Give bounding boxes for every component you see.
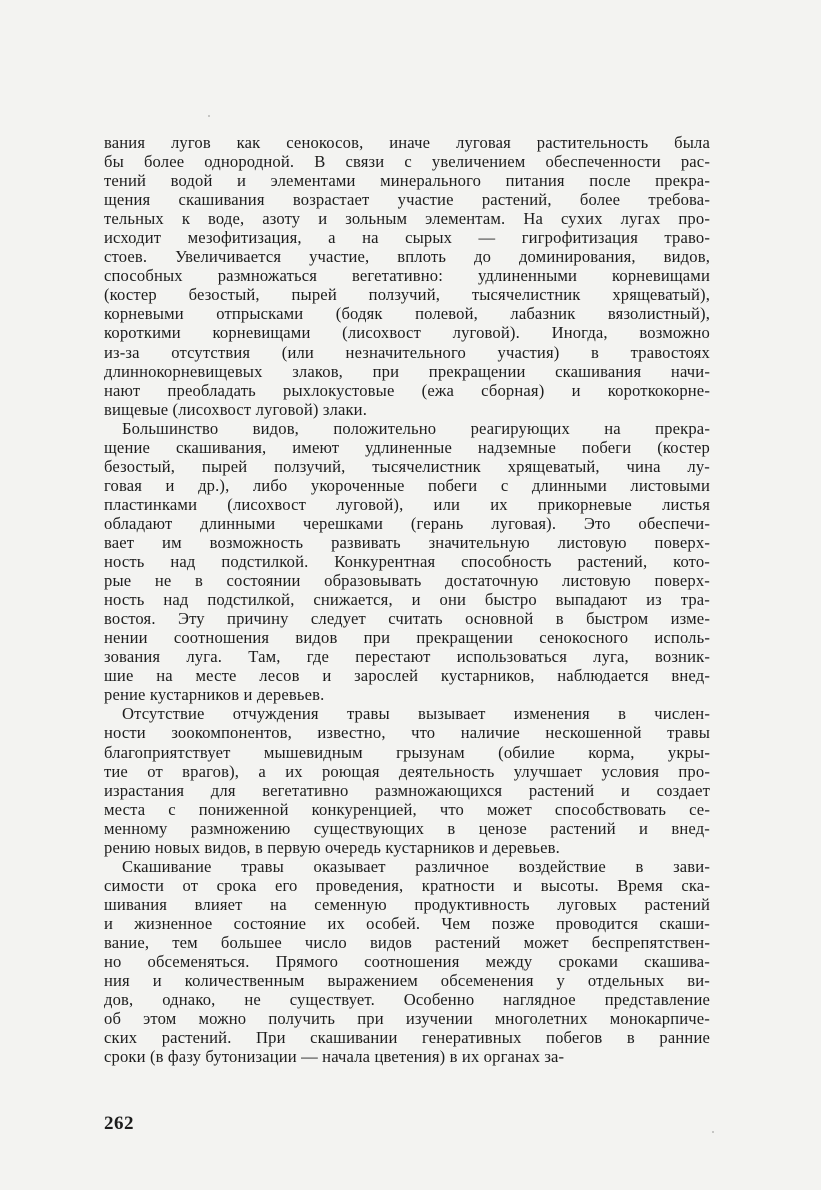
text-line: говая и др.), либо укороченные побеги с длинными листовыми [104, 475, 710, 495]
text-line: нении соотношения видов при прекращении сенокосного исполь- [104, 628, 710, 648]
text-line: менному размножению существующих в ценозе растений и внед- [104, 818, 710, 838]
text-line: Скашивание травы оказывает различное воздействие в зави- [122, 856, 710, 876]
text-line: способных размножаться вегетативно: удлиненными корневищами [104, 266, 710, 286]
text-line: зования луга. Там, где перестают использоваться луга, возник- [104, 647, 710, 667]
text-line: ность над подстилкой, снижается, и они быстро выпадают из тра- [104, 590, 710, 610]
text-line: из-за отсутствия (или незначительного участия) в травостоях [104, 342, 710, 362]
text-line: вание, тем большее число видов растений может беспрепятствен- [104, 932, 710, 952]
text-line: Большинство видов, положительно реагирующих на прекра- [122, 418, 710, 438]
text-line: стоев. Увеличивается участие, вплоть до доминирования, видов, [104, 247, 710, 267]
text-line: шие на месте лесов и зарослей кустарников, наблюдается внед- [104, 666, 710, 686]
body-text [104, 133, 710, 1066]
paragraph [104, 419, 710, 705]
text-line: благоприятствует мышевидным грызунам (обилие корма, укры- [104, 742, 710, 762]
text-line: щение скашивания, имеют удлиненные надземные побеги (костер [104, 437, 710, 457]
text-line: длиннокорневищевых злаков, при прекращении скашивания начи- [104, 361, 710, 381]
paper-speck [208, 115, 210, 117]
text-line: бы более однородной. В связи с увеличением обеспеченности рас- [104, 152, 710, 172]
text-line: рению новых видов, в первую очередь кустарников и деревьев. [104, 837, 560, 857]
text-line: тений водой и элементами минерального питания после прекра- [104, 171, 710, 191]
text-line: щения скашивания возрастает участие растений, более требова- [104, 190, 710, 210]
text-line: нают преобладать рыхлокустовые (ежа сборная) и короткокорне- [104, 380, 710, 400]
text-line: вания лугов как сенокосов, иначе луговая растительность была [104, 133, 710, 152]
text-line: пластинками (лисохвост луговой), или их прикорневые листья [104, 494, 710, 514]
text-line: израстания для вегетативно размножающихся растений и создает [104, 780, 710, 800]
paper-speck [712, 1131, 714, 1133]
text-line: ния и количественным выражением обсеменения у отдельных ви- [104, 971, 710, 991]
text-line: обладают длинными черешками (герань луговая). Это обеспечи- [104, 513, 710, 533]
text-line: ских растений. При скашивании генеративных побегов в ранние [104, 1028, 710, 1048]
text-line: (костер безостый, пырей ползучий, тысячелистник хрящеватый), [104, 285, 710, 305]
text-line: востоя. Эту причину следует считать основной в быстром изме- [104, 609, 710, 629]
text-line: но обсеменяться. Прямого соотношения между сроками скашива- [104, 952, 710, 972]
text-line: дов, однако, не существует. Особенно наглядное представление [104, 990, 710, 1010]
page-number: 262 [104, 1113, 134, 1134]
paragraph [104, 133, 710, 419]
text-line: Отсутствие отчуждения травы вызывает изменения в числен- [122, 704, 710, 724]
text-line: короткими корневищами (лисохвост луговой). Иногда, возможно [104, 323, 710, 343]
text-line: об этом можно получить при изучении многолетних монокарпиче- [104, 1009, 710, 1029]
text-line: и жизненное состояние их особей. Чем позже проводится скаши- [104, 913, 710, 933]
text-line: симости от срока его проведения, кратности и высоты. Время ска- [104, 875, 710, 895]
text-line: сроки (в фазу бутонизации — начала цветения) в их органах за- [104, 1047, 565, 1067]
text-line: безостый, пырей ползучий, тысячелистник хрящеватый, чина лу- [104, 456, 710, 476]
text-line: ность над подстилкой. Конкурентная способность растений, кото- [104, 552, 710, 572]
text-line: вищевые (лисохвост луговой) злаки. [104, 399, 368, 419]
text-line: места с пониженной конкуренцией, что может способствовать се- [104, 799, 710, 819]
text-line: шивания влияет на семенную продуктивность луговых растений [104, 894, 710, 914]
text-line: ности зоокомпонентов, известно, что наличие нескошенной травы [104, 723, 710, 743]
text-line: исходит мезофитизация, а на сырых — гигрофитизация траво- [104, 228, 710, 248]
paragraph [104, 704, 710, 856]
paragraph [104, 857, 710, 1067]
text-line: рые не в состоянии образовывать достаточную листовую поверх- [104, 571, 710, 591]
text-line: тельных к воде, азоту и зольным элементам. На сухих лугах про- [104, 209, 710, 229]
text-line: вает им возможность развивать значительную листовую поверх- [104, 532, 710, 552]
text-line: рение кустарников и деревьев. [104, 685, 325, 705]
text-line: тие от врагов), а их роющая деятельность улучшает условия про- [104, 761, 710, 781]
text-line: корневыми отпрысками (бодяк полевой, лабазник вязолистный), [104, 304, 710, 324]
